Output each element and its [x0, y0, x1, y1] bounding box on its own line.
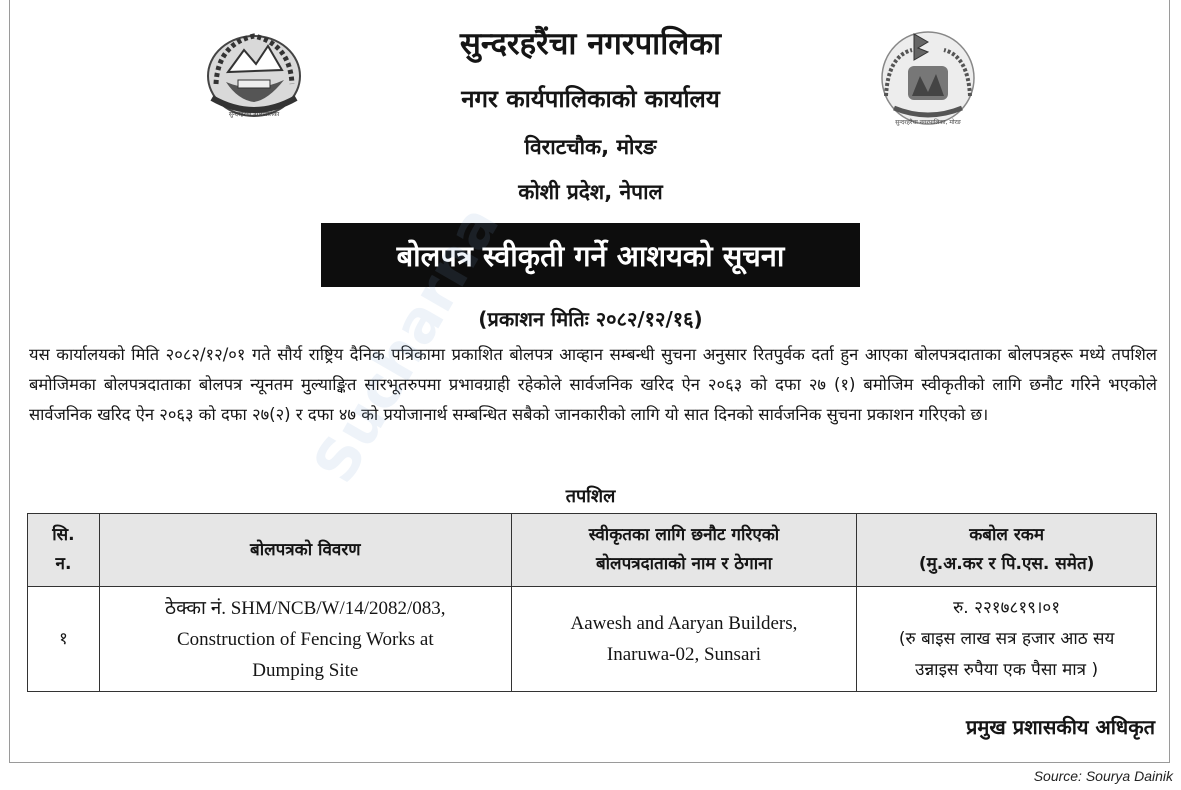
emblem-right-caption: सुन्दरहरैंचा नगरपालिका, मोरङ: [895, 119, 961, 126]
cell-description: ठेक्का नं. SHM/NCB/W/14/2082/083, Construction of Fencing Works at Dumping Site: [99, 587, 511, 692]
publication-date: (प्रकाशन मितिः २०८२/१२/१६): [478, 307, 703, 331]
address-line-1: विराटचौक, मोरङ: [524, 135, 657, 159]
notice-body: यस कार्यालयको मिति २०८२/१२/०१ गते सौर्य राष्ट्रिय दैनिक पत्रिकामा प्रकाशित बोलपत्र आव्हान सम्बन्धी सुचना अनुसार रितपुर्वक दर्ता हुन आएका बोलपत्रदाताका बोलपत्रहरू मध्ये तपशिल बमोजिमका बोलपत्रदाताका बोलपत्र न्यूनतम मुल्याङ्कित सारभूतरुपमा प्रभावग्राही रहेकोले सार्वजनिक खरिद ऐन २०६३ को दफा २७ (१) बमोजिम स्वीकृतीको लागि छनौट गरिने भएकोले सार्वजनिक खरिद ऐन २०६३ को दफा २७(२) र दफा ४७ को प्रयोजानार्थ सम्बन्धित सबैको जानकारीको लागि यो सात दिनको सार्वजनिक सुचना प्रकाशन गरिएको छ।: [29, 345, 1157, 424]
office-name: नगर कार्यपालिकाको कार्यालय: [461, 85, 720, 113]
header-sn: सि. न.: [28, 514, 100, 587]
header-amount: कबोल रकम (मु.अ.कर र पि.एस. समेत): [857, 514, 1157, 587]
watermark: Sucharna: [300, 194, 513, 494]
header-description: बोलपत्रको विवरण: [99, 514, 511, 587]
signatory-title: प्रमुख प्रशासकीय अधिकृत: [966, 715, 1155, 739]
bid-table: [27, 513, 1157, 692]
emblem-left-caption: सुन्दरहरैंचा नगरपालिका: [228, 111, 280, 118]
address-line-2: कोशी प्रदेश, नेपाल: [518, 180, 663, 204]
cell-bidder: Aawesh and Aaryan Builders, Inaruwa-02, Sunsari: [511, 587, 857, 692]
table-header-row: [28, 514, 1157, 587]
notice-title: बोलपत्र स्वीकृती गर्ने आशयको सूचना: [396, 238, 785, 273]
notice-title-banner: [321, 223, 860, 287]
municipality-name: सुन्दरहरैंचा नगरपालिका: [459, 26, 722, 62]
header-bidder: स्वीकृतका लागि छनौट गरिएको बोलपत्रदाताको नाम र ठेगाना: [511, 514, 857, 587]
source-credit: Source: Sourya Dainik: [1033, 768, 1173, 784]
cell-amount: रु. २२१७८१९।०१ (रु बाइस लाख सत्र हजार आठ सय उन्नाइस रुपैया एक पैसा मात्र ): [857, 587, 1157, 692]
details-heading: तपशिल: [565, 486, 616, 507]
table-row: [28, 587, 1157, 692]
cell-sn: १: [28, 587, 100, 692]
